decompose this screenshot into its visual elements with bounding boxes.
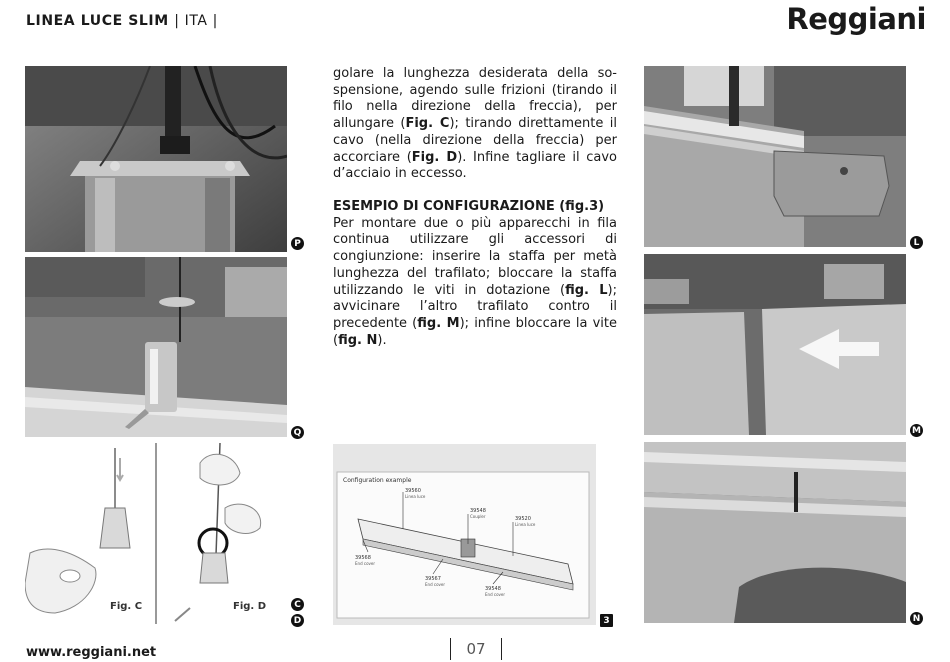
label-l: L <box>910 236 923 249</box>
diagram-desc-3: Linea luce <box>515 522 536 527</box>
photo-m-image <box>644 254 906 435</box>
website-link[interactable]: www.reggiani.net <box>26 645 157 660</box>
intro-text-c: ). Infine tagliare il cavo d’acciaio in eccesso. <box>333 149 617 182</box>
config-diagram-image <box>333 444 596 625</box>
intro-text-a: golare la lunghezza desiderata della sospensione, agendo sulle frizioni (tirando il filo nella direzione della freccia), per allungare ( <box>333 66 617 132</box>
diagram-desc-4: End cover <box>355 561 375 566</box>
photo-p-image <box>25 66 287 252</box>
diagram-desc-2: Coupler <box>470 514 486 519</box>
photo-q <box>25 257 287 437</box>
label-p-marker: P <box>291 237 304 250</box>
section-text-b: ); avvicinare l’altro trafilato contro il precedente ( <box>333 282 617 331</box>
photo-n-image <box>644 442 906 623</box>
diagram-label-2: 39548 <box>470 508 486 514</box>
section-heading: ESEMPIO DI CONFIGURAZIONE (fig.3) <box>333 199 605 214</box>
ref-fig-d: Fig. D <box>411 149 458 165</box>
language-tag: | ITA | <box>174 13 218 29</box>
sketch-cd <box>25 443 287 624</box>
ref-fig-c: Fig. C <box>405 116 450 132</box>
label-n: N <box>910 612 923 625</box>
label-fig3: 3 <box>600 614 613 627</box>
diagram-label-6: 39548 <box>485 586 501 592</box>
diagram-desc-5: End cover <box>425 582 445 587</box>
photo-m <box>644 254 906 435</box>
diagram-desc-6: End cover <box>485 592 505 597</box>
diagram-label-1: 39560 <box>405 488 421 494</box>
brand-logo: Reggiani <box>786 2 926 36</box>
diagram-label-3: 39520 <box>515 516 531 522</box>
section-text-d: ). <box>377 332 387 348</box>
label-d: D <box>291 614 304 627</box>
diagram-label-4: 39568 <box>355 555 371 561</box>
photo-l-image <box>644 66 906 247</box>
intro-text-b: ); tirando direttamente il cavo (nella direzione della freccia) per accorciare ( <box>333 116 617 165</box>
photo-n <box>644 442 906 623</box>
photo-p <box>25 66 287 252</box>
config-section <box>333 199 617 349</box>
section-text-c: ); infine bloccare la vite ( <box>333 315 618 348</box>
config-diagram <box>333 444 596 625</box>
label-q: Q <box>291 426 304 439</box>
diagram-title: Configuration example <box>343 477 412 484</box>
label-m: M <box>910 424 923 437</box>
sketch-label-d: Fig. D <box>233 601 266 612</box>
photo-l <box>644 66 906 247</box>
diagram-label-5: 39567 <box>425 576 441 582</box>
ref-fig-m: fig. M <box>417 315 460 331</box>
diagram-desc-1: Linea luce <box>405 494 426 499</box>
label-c: C <box>291 598 304 611</box>
document-title <box>26 13 218 29</box>
photo-q-image <box>25 257 287 437</box>
page-number: 07 <box>450 638 502 660</box>
intro-paragraph <box>333 66 617 183</box>
section-text-a: Per montare due o più apparecchi in fila continua utilizzare gli accessori di congiunzione: inserire la staffa per metà lunghezza del trafilato; bloccare la staffa utilizzando le viti in dotazione ( <box>333 215 617 298</box>
product-name: LINEA LUCE SLIM <box>26 13 169 29</box>
ref-fig-l: fig. L <box>565 282 608 298</box>
sketch-label-c: Fig. C <box>110 601 143 612</box>
ref-fig-n: fig. N <box>338 332 378 348</box>
sketch-cd-image <box>25 443 287 624</box>
